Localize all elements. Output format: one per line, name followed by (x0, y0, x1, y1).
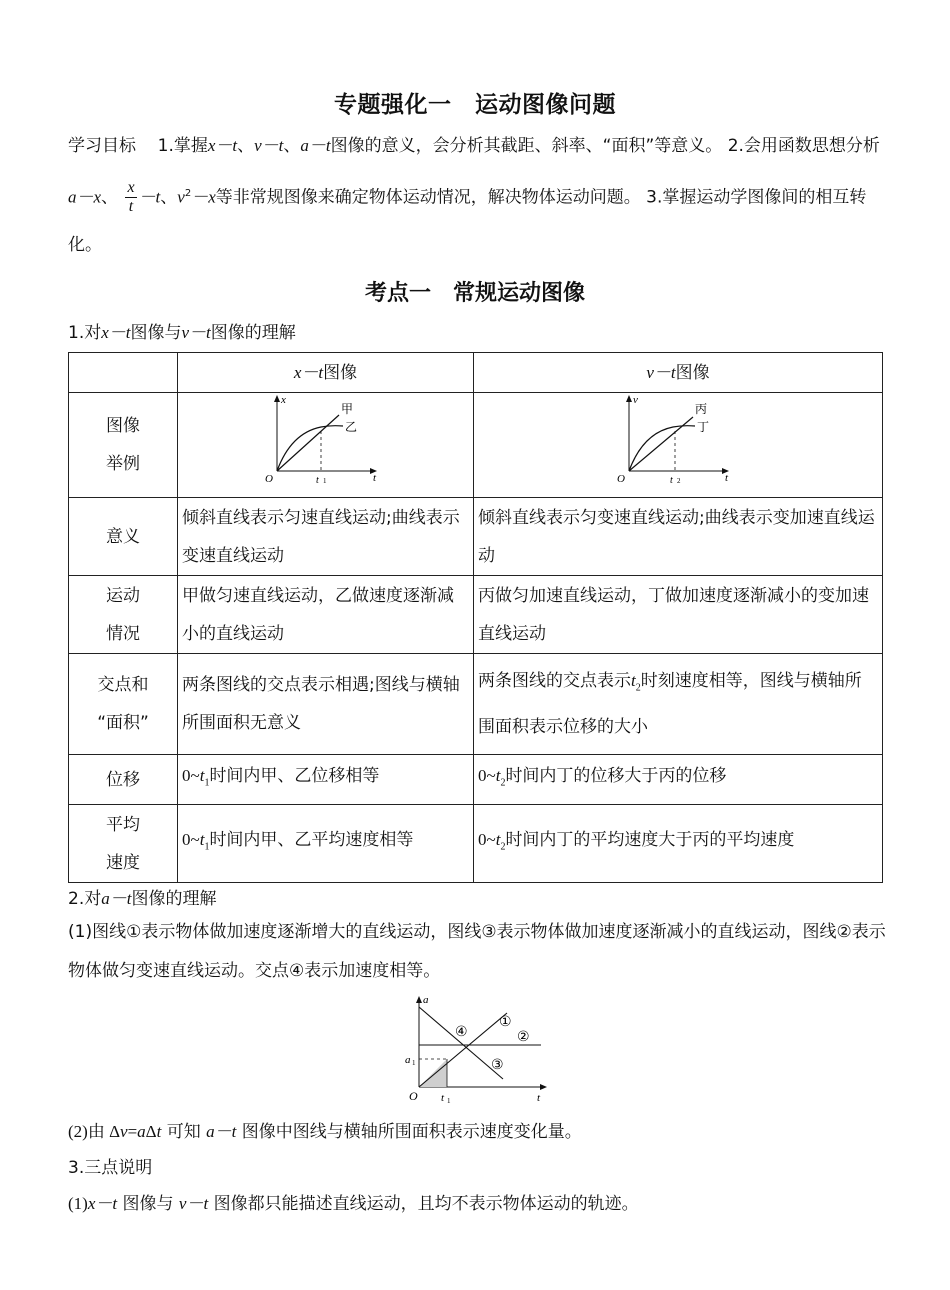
svg-text:v: v (633, 394, 638, 406)
comparison-table (68, 352, 883, 883)
learning-goals: 学习目标 1.掌握x－t、v－t、a－t图像的意义，会分析其截距、斜率、“面积”等意义。 2.会用函数思想分析 a－x、 $\frac{x}{t}$ －t、$v^2-x$等非常规图像来确定物体运动情况，解决物体运动问题。 3.掌握运动学图像间的相互转化。 (68, 136, 880, 255)
svg-text:甲: 甲 (340, 402, 353, 416)
curve-yi (277, 426, 343, 471)
svg-text:丁: 丁 (697, 420, 710, 434)
svg-text:②: ② (517, 1029, 530, 1045)
table-row: 位移 $0\sim t_1$时间内甲、乙位移相等 $0\sim t_2$时间内丁的位移大于丙的位移 (69, 755, 883, 805)
vt-graph-svg (613, 393, 743, 483)
paragraph-a-t-lines: (1)图线①表示物体做加速度逐渐增大的直线运动，图线③表示物体做加速度逐渐减小的直线运动，图线②表示物体做匀变速直线运动。交点④表示加速度相等。 (68, 922, 886, 981)
graph-v-t (474, 393, 883, 498)
table-row: 运动 情况 甲做匀速直线运动，乙做速度逐渐减小的直线运动 丙做匀加速直线运动，丁做加速度逐渐减小的变加速直线运动 (69, 576, 883, 654)
svg-text:1: 1 (412, 1059, 416, 1067)
table-row: 图像 举例 x t O t 1 甲 乙 v t O t 2 丙 丁 (69, 393, 883, 498)
paragraph-area-meaning: (2)由 Δv=aΔt 可知 a－t 图像中图线与横轴所围面积表示速度变化量。 (68, 1122, 582, 1142)
svg-text:④: ④ (455, 1024, 468, 1040)
svg-text:a: a (405, 1054, 411, 1066)
table-header-row (69, 353, 883, 393)
fraction-x-over-t: $\frac{x}{t}$ (127, 179, 135, 216)
table-row: 平均 速度 $0\sim t_1$时间内甲、乙平均速度相等 $0\sim t_2$时间内丁的平均速度大于丙的平均速度 (69, 805, 883, 883)
subheading-2: 2.对a－t图像的理解 (68, 889, 217, 909)
svg-text:①: ① (499, 1014, 512, 1030)
svg-text:1: 1 (447, 1097, 451, 1105)
svg-text:2: 2 (677, 477, 681, 483)
svg-text:③: ③ (491, 1057, 504, 1073)
graph-x-t (178, 393, 474, 498)
svg-text:t: t (372, 472, 376, 483)
goals-label: 学习目标 (68, 136, 136, 156)
subheading-1: 1.对x－t图像与v－t图像的理解 (68, 323, 296, 343)
svg-text:t: t (537, 1092, 541, 1104)
svg-text:t: t (315, 475, 319, 483)
svg-text:t: t (670, 475, 673, 483)
subheading-3: 3.三点说明 (68, 1158, 153, 1178)
svg-text:丙: 丙 (695, 402, 708, 416)
svg-text:t: t (441, 1092, 445, 1104)
line-jia (277, 415, 339, 471)
table-row: 交点和 “面积” 两条图线的交点表示相遇;图线与横轴所围面积无意义 两条图线的交点表示$t_2$时刻速度相等，图线与横轴所围面积表示位移的大小 (69, 654, 883, 755)
svg-text:x: x (280, 394, 286, 406)
a-t-graph-svg (395, 993, 555, 1105)
xt-graph-svg (261, 393, 391, 483)
svg-text:O: O (617, 473, 625, 483)
svg-text:1: 1 (322, 477, 326, 483)
section-heading: 考点一 常规运动图像 (364, 281, 585, 306)
page-title: 专题强化一 运动图像问题 (334, 92, 616, 118)
svg-text:O: O (264, 473, 273, 483)
line-bing (629, 417, 693, 471)
table-row: 意义 倾斜直线表示匀速直线运动;曲线表示变速直线运动 倾斜直线表示匀变速直线运动;曲线表示变加速直线运动 (69, 498, 883, 576)
svg-text:t: t (725, 472, 729, 483)
header-x-t: x－t图像 (178, 353, 474, 393)
paragraph-three-notes-1: (1)x－t 图像与 v－t 图像都只能描述直线运动，且均不表示物体运动的轨迹。 (68, 1194, 639, 1214)
curve-ding (629, 426, 695, 471)
svg-text:乙: 乙 (344, 420, 357, 434)
svg-text:O: O (409, 1089, 418, 1103)
svg-text:a: a (423, 994, 429, 1006)
header-v-t: v－t图像 (474, 353, 883, 393)
